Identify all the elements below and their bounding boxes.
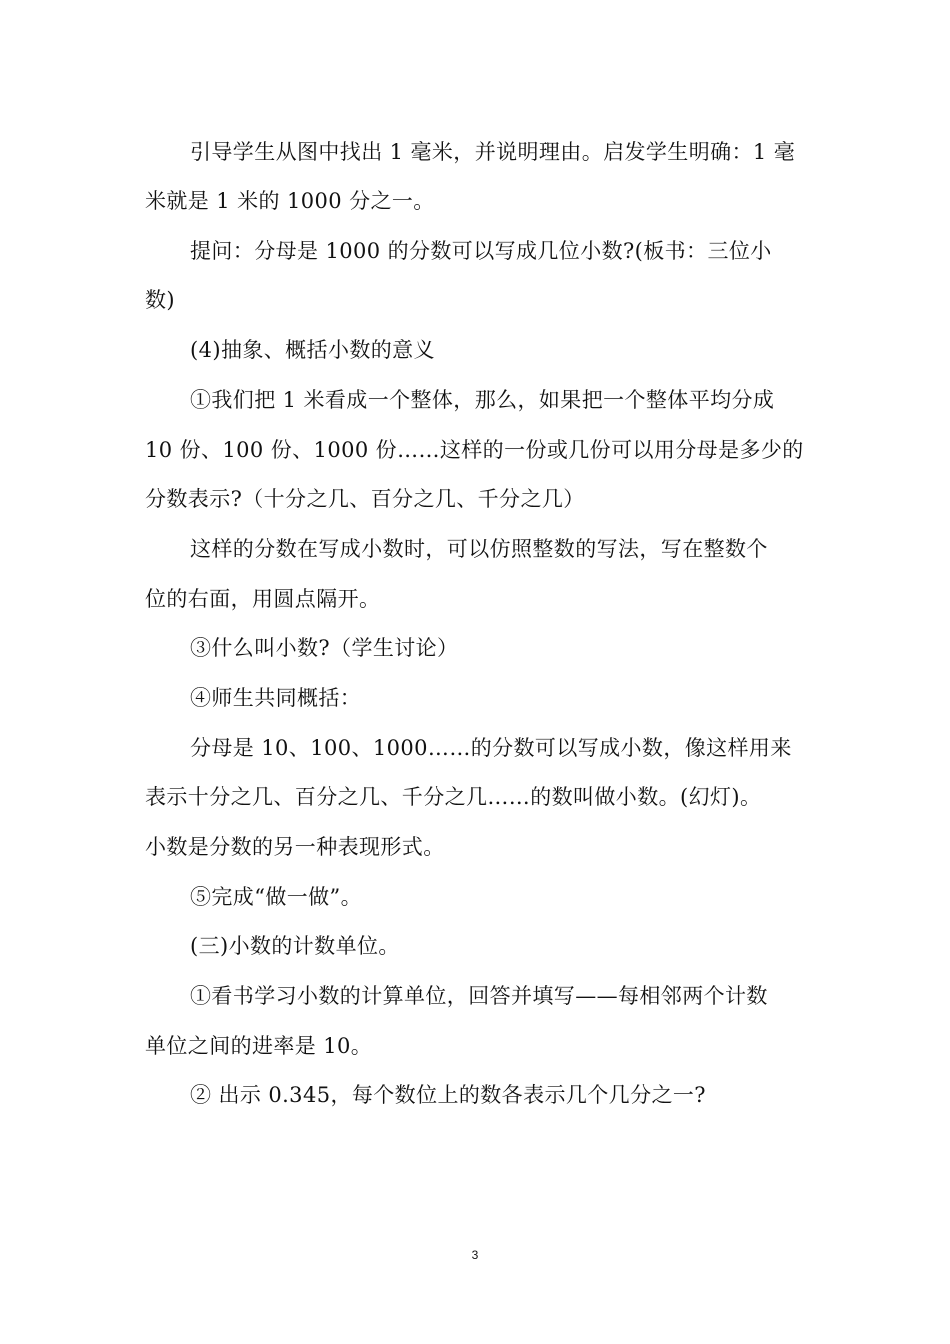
paragraph-line-18: ①看书学习小数的计算单位，回答并填写——每相邻两个计数 [190,984,768,1008]
paragraph-line-12: ④师生共同概括： [190,686,362,710]
paragraph-line-11: ③什么叫小数?（学生讨论） [190,636,459,660]
paragraph-line-4: 数) [145,288,175,312]
paragraph-line-6: ①我们把 1 米看成一个整体，那么，如果把一个整体平均分成 [190,388,775,412]
paragraph-line-14: 表示十分之几、百分之几、千分之几……的数叫做小数。(幻灯)。 [145,785,762,809]
paragraph-line-10: 位的右面，用圆点隔开。 [145,587,381,611]
paragraph-line-8: 分数表示?（十分之几、百分之几、千分之几） [145,487,585,511]
section-heading-4: (4)抽象、概括小数的意义 [190,338,435,362]
paragraph-line-13: 分母是 10、100、1000……的分数可以写成小数，像这样用来 [190,736,792,760]
paragraph-line-20: ② 出示 0.345，每个数位上的数各表示几个几分之一? [190,1083,706,1107]
section-heading-3: (三)小数的计数单位。 [190,934,400,958]
paragraph-line-19: 单位之间的进率是 10。 [145,1034,373,1058]
paragraph-line-2: 米就是 1 米的 1000 分之一。 [145,189,435,213]
paragraph-line-9: 这样的分数在写成小数时，可以仿照整数的写法，写在整数个 [190,537,768,561]
page-number: 3 [471,1248,479,1262]
paragraph-line-7: 10 份、100 份、1000 份……这样的一份或几份可以用分母是多少的 [145,438,804,462]
paragraph-line-15: 小数是分数的另一种表现形式。 [145,835,445,859]
paragraph-line-1: 引导学生从图中找出 1 毫米，并说明理由。启发学生明确：1 毫 [190,140,796,164]
paragraph-line-16: ⑤完成“做一做”。 [190,885,363,909]
paragraph-line-3: 提问：分母是 1000 的分数可以写成几位小数?(板书：三位小 [190,239,772,263]
